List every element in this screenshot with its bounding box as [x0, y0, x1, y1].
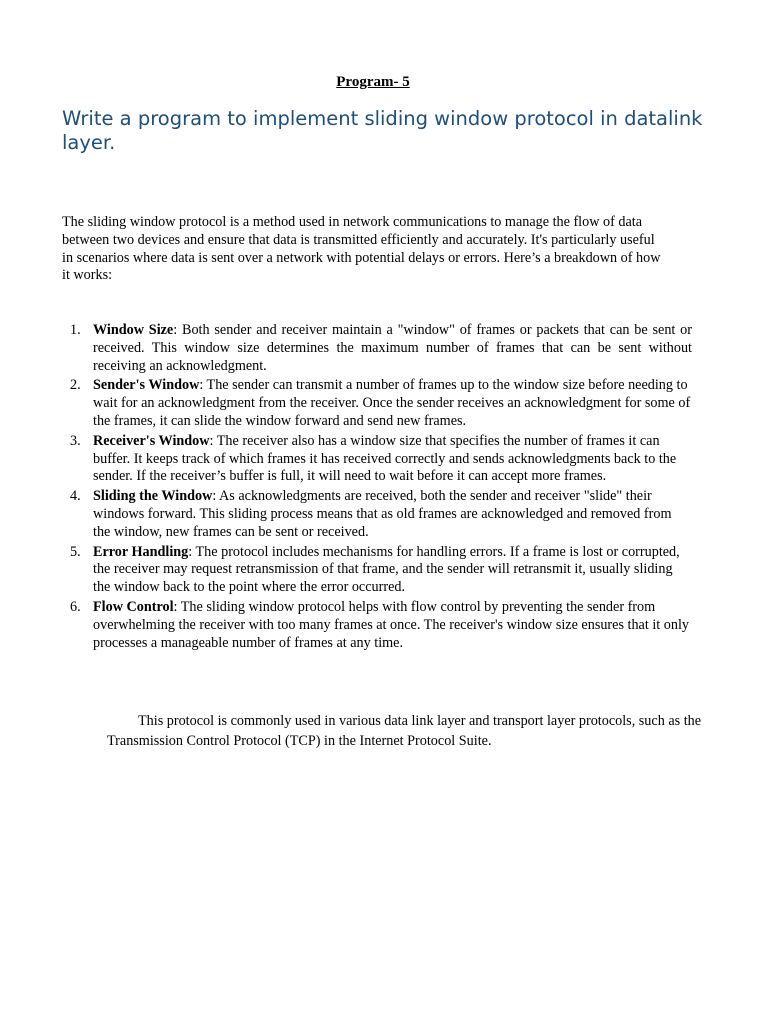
program-title: Program- 5 — [336, 74, 410, 90]
list-item — [62, 322, 692, 375]
list-item-text: : The receiver also has a window size that specifies the number of frames it can buffer. It keeps track of which frames it has received correctly and sends acknowledgments back to the sender. If the receiver’s buffer is full, it will need to wait before it can accept more frames. — [93, 432, 677, 485]
protocol-steps-list — [62, 322, 692, 654]
list-item-text: : Both sender and receiver maintain a "window" of frames or packets that can be sent or received. This window size determines the maximum number of frames that can be sent without receiving an acknowledgment. — [93, 322, 692, 374]
closing-paragraph: This protocol is commonly used in various data link layer and transport layer protocols, such as the Transmission Control Protocol (TCP) in the Internet Protocol Suite. — [107, 713, 702, 749]
list-item-term: Receiver's Window — [93, 432, 210, 449]
list-item-term: Sender's Window — [93, 377, 200, 394]
list-item-number: 1. — [70, 322, 81, 338]
assignment-heading: Write a program to implement sliding window protocol in datalink layer. — [62, 107, 703, 154]
list-item-text: : As acknowledgments are received, both the sender and receiver "slide" their windows forward. This sliding process means that as old frames are acknowledged and removed from the window, new frames can be sent or received. — [93, 488, 672, 540]
list-item-term: Flow Control — [93, 598, 174, 615]
list-item — [62, 377, 692, 430]
list-item-number: 3. — [70, 432, 81, 449]
list-item-text: : The sliding window protocol helps with flow control by preventing the sender from overwhelming the receiver with too many frames at once. The receiver's window size ensures that it only processes a manageable number of frames at any time. — [93, 598, 689, 651]
list-item — [62, 488, 692, 541]
intro-paragraph: The sliding window protocol is a method used in network communications to manage the flow of data between two devices and ensure that data is transmitted efficiently and accurately. It's particularly useful in scenarios where data is sent over a network with potential delays or errors. Here’s a breakdown of how it works: — [62, 214, 661, 284]
list-item-term: Error Handling — [93, 543, 189, 560]
list-item-number: 5. — [70, 543, 81, 560]
list-item — [62, 433, 692, 486]
list-item-term: Window Size — [93, 322, 174, 338]
list-item — [62, 599, 692, 652]
list-item-term: Sliding the Window — [93, 488, 213, 505]
list-item — [62, 544, 692, 597]
list-item-text: : The sender can transmit a number of frames up to the window size before needing to wait for an acknowledgment from the receiver. Once the sender receives an acknowledgment for some of the frames, it can slide the window forward and send new frames. — [93, 377, 691, 429]
list-item-number: 2. — [70, 377, 81, 394]
list-item-text: : The protocol includes mechanisms for handling errors. If a frame is lost or corrupted, the receiver may request retransmission of that frame, and the sender will retransmit it, usually sliding the window back to the point where the error occurred. — [93, 543, 680, 596]
list-item-number: 4. — [70, 488, 81, 505]
list-item-number: 6. — [70, 598, 81, 615]
